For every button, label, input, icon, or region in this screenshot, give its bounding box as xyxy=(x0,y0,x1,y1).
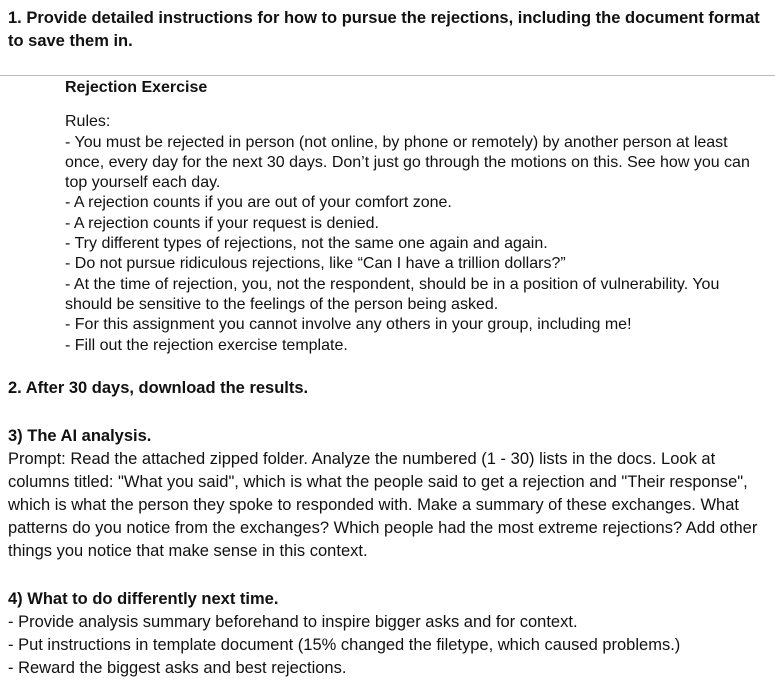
rule-item: - You must be rejected in person (not online, by phone or remotely) by another person at least once, every day for the next 30 days. Don’t just go through the motions on this. See how you can top yourself each day. xyxy=(65,133,750,192)
list-item: - Provide analysis summary beforehand to inspire bigger asks and for context. xyxy=(8,613,578,631)
rule-item: - At the time of rejection, you, not the respondent, should be in a position of vulnerability. You should be sensitive to the feelings of the person being asked. xyxy=(65,275,720,313)
rule-item: - For this assignment you cannot involve any others in your group, including me! xyxy=(65,316,632,334)
rule-item: - Fill out the rejection exercise template. xyxy=(65,336,348,354)
rule-item: - A rejection counts if you are out of your comfort zone. xyxy=(65,194,452,212)
rules-label: Rules: xyxy=(65,113,111,131)
exercise-title: Rejection Exercise xyxy=(65,79,208,96)
section-2-heading: 2. After 30 days, download the results. xyxy=(8,379,309,397)
rule-item: - A rejection counts if your request is denied. xyxy=(65,214,379,232)
rule-item: - Try different types of rejections, not the same one again and again. xyxy=(65,235,548,253)
section-3-heading: 3) The AI analysis. xyxy=(8,427,152,445)
rejection-exercise-block xyxy=(65,78,770,356)
section-3 xyxy=(8,425,768,563)
divider xyxy=(0,75,775,76)
section-4-heading: 4) What to do differently next time. xyxy=(8,590,279,608)
list-item: - Put instructions in template document (15% changed the filetype, which caused problems.) xyxy=(8,636,681,654)
section-3-prompt: Prompt: Read the attached zipped folder. Analyze the numbered (1 - 30) lists in the docs. Look at columns titled: "What you said", which is what the people said to get a rejection and "Their response", which is what the person they spoke to responded with. Make a summary of these exchanges. What patterns do you notice from the exchanges? Which people had the most extreme rejections? Add other things you notice that make sense in this context. xyxy=(8,450,758,560)
list-item: - Reward the biggest asks and best rejections. xyxy=(8,659,347,677)
section-4 xyxy=(8,588,768,680)
section-1-heading: 1. Provide detailed instructions for how to pursue the rejections, including the document format to save them in. xyxy=(8,9,760,50)
rule-item: - Do not pursue ridiculous rejections, like “Can I have a trillion dollars?” xyxy=(65,255,566,273)
section-2 xyxy=(8,377,768,400)
